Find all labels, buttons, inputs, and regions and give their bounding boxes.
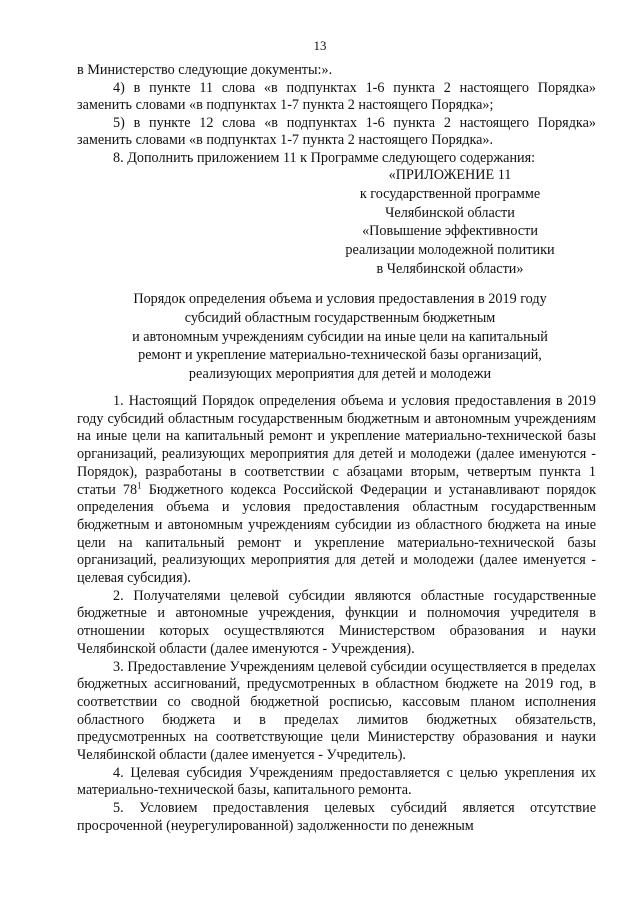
appendix-line: в Челябинской области» bbox=[376, 260, 524, 277]
paragraph-1 bbox=[77, 393, 596, 588]
paragraph-3: 3. Предоставление Учреждениям целевой субсидии осуществляется в пределах бюджетных ассигнований, предусмотренных в областном бюджете на 2019 год, в соответствии со сводной бюджетной росписью, кассовым планом исполнения областного бюджета и в пределах лимитов бюджетных обязательств, предусмотренных на соответствующие цели Министерству образования и науки Челябинской области (далее именуется - Учредитель). bbox=[77, 658, 596, 764]
appendix-line: к государственной программе bbox=[359, 185, 541, 202]
appendix-line: «Повышение эффективности bbox=[362, 223, 538, 240]
appendix-line: реализации молодежной политики bbox=[345, 242, 555, 259]
intro-item-5: 5) в пункте 12 слова «в подпунктах 1-6 пункта 2 настоящего Порядка» заменить словами «в подпунктах 1-7 пункта 2 настоящего Порядка». bbox=[77, 114, 596, 149]
title-line: и автономным учреждениям субсидии на иные цели на капитальный bbox=[132, 328, 548, 345]
intro-item-4: 4) в пункте 11 слова «в подпунктах 1-6 пункта 2 настоящего Порядка» заменить словами «в подпунктах 1-7 пункта 2 настоящего Порядка»; bbox=[77, 79, 596, 114]
document-title bbox=[110, 290, 570, 384]
article-superscript: 1 bbox=[137, 479, 142, 490]
title-line: Порядок определения объема и условия предоставления в 2019 году bbox=[133, 291, 547, 307]
appendix-line: «ПРИЛОЖЕНИЕ 11 bbox=[388, 167, 512, 183]
paragraph-1-text-b: Бюджетного кодекса Российской Федерации и устанавливают порядок определения объема и условия предоставления областным государственным бюджетным и автономным учреждениям субсидии из областного бюджета на иные цели на капитальный ремонт и укрепление материально-технической базы организаций, реализующих мероприятия для детей и молодежи (далее именуется - целевая субсидия). bbox=[77, 481, 596, 587]
paragraph-1-text-a: 1. Настоящий Порядок определения объема и условия предоставления в 2019 году субсидий областным государственным бюджетным и автономным учреждениям на иные цели на капитальный ремонт и укрепление материально-технической базы организаций, реализующих мероприятия для детей и молодежи (далее именуются - Порядок), разработаны в соответствии с абзацами вторым, четвертым пункта 1 статьи 78 bbox=[77, 393, 596, 498]
paragraph-5: 5. Условием предоставления целевых субсидий является отсутствие просроченной (неурегулированной) задолженности по денежным bbox=[77, 800, 596, 834]
paragraph-2: 2. Получателями целевой субсидии являются областные государственные бюджетные и автономные учреждения, функции и полномочия учредителя в отношении которых осуществляются Министерством образования и науки Челябинской области (далее именуются - Учреждения). bbox=[77, 587, 596, 657]
appendix-heading bbox=[330, 166, 570, 279]
intro-item-8: 8. Дополнить приложением 11 к Программе следующего содержания: bbox=[113, 149, 536, 166]
title-line: реализующих мероприятия для детей и молодежи bbox=[188, 366, 492, 383]
intro-section bbox=[77, 62, 596, 168]
title-line: субсидий областным государственным бюджетным bbox=[184, 309, 496, 326]
appendix-line: Челябинской области bbox=[385, 204, 515, 221]
document-body bbox=[77, 393, 596, 836]
title-line: ремонт и укрепление материально-технической базы организаций, bbox=[138, 347, 542, 364]
page-number: 13 bbox=[313, 38, 327, 53]
paragraph-4: 4. Целевая субсидия Учреждениям предоставляется с целью укрепления их материально-технической базы, капитального ремонта. bbox=[77, 764, 596, 799]
intro-line: в Министерство следующие документы:». bbox=[77, 62, 333, 78]
